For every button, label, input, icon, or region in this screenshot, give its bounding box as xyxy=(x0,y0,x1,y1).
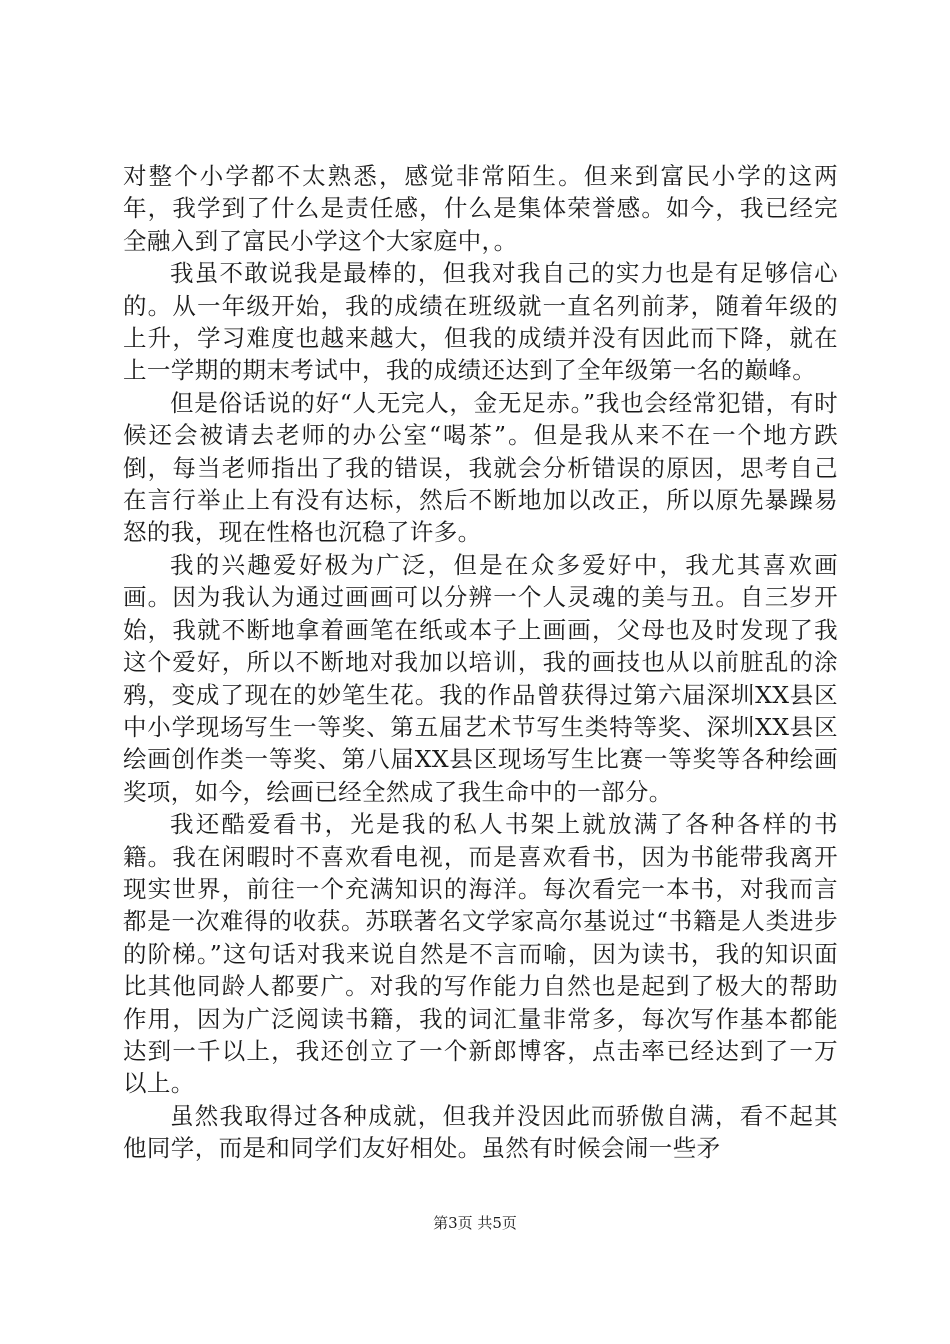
paragraph-5: 我还酷爱看书，光是我的私人书架上就放满了各种各样的书籍。我在闲暇时不喜欢看电视，而是喜欢看书，因为书能带我离开现实世界，前往一个充满知识的海洋。每次看完一本书，对我而言都是一次难得的收获。苏联著名文学家高尔基说过“书籍是人类进步的阶梯。”这句话对我来说自然是不言而喻，因为读书，我的知识面比其他同龄人都要广。对我的写作能力自然也是起到了极大的帮助作用，因为广泛阅读书籍，我的词汇量非常多，每次写作基本都能达到一千以上，我还创立了一个新郎博客，点击率已经达到了一万以上。 xyxy=(123,810,838,1098)
paragraph-4: 我的兴趣爱好极为广泛，但是在众多爱好中，我尤其喜欢画画。因为我认为通过画画可以分辨一个人灵魂的美与丑。自三岁开始，我就不断地拿着画笔在纸或本子上画画，父母也及时发现了我这个爱好，所以不断地对我加以培训，我的画技也从以前脏乱的涂鸦，变成了现在的妙笔生花。我的作品曾获得过第六届深圳XX县区中小学现场写生一等奖、第五届艺术节写生类特等奖、深圳XX县区绘画创作类一等奖、第八届XX县区现场写生比赛一等奖等各种绘画奖项，如今，绘画已经全然成了我生命中的一部分。 xyxy=(123,550,838,806)
paragraph-1: 对整个小学都不太熟悉，感觉非常陌生。但来到富民小学的这两年，我学到了什么是责任感，什么是集体荣誉感。如今，我已经完全融入到了富民小学这个大家庭中，。 xyxy=(123,162,838,255)
document-body xyxy=(123,160,838,1165)
paragraph-3: 但是俗话说的好“人无完人，金无足赤。”我也会经常犯错，有时候还会被请去老师的办公室“喝茶”。但是我从来不在一个地方跌倒，每当老师指出了我的错误，我就会分析错误的原因，思考自己在言行举止上有没有达标，然后不断地加以改正，所以原先暴躁易怒的我，现在性格也沉稳了许多。 xyxy=(123,388,838,547)
paragraph-6: 虽然我取得过各种成就，但我并没因此而骄傲自满，看不起其他同学，而是和同学们友好相处。虽然有时候会闹一些矛 xyxy=(123,1101,838,1163)
page-number-footer: 第3页 共5页 xyxy=(433,1214,517,1232)
paragraph-2: 我虽不敢说我是最棒的，但我对我自己的实力也是有足够信心的。从一年级开始，我的成绩在班级就一直名列前茅，随着年级的上升，学习难度也越来越大，但我的成绩并没有因此而下降，就在上一学期的期末考试中，我的成绩还达到了全年级第一名的巅峰。 xyxy=(123,259,838,385)
